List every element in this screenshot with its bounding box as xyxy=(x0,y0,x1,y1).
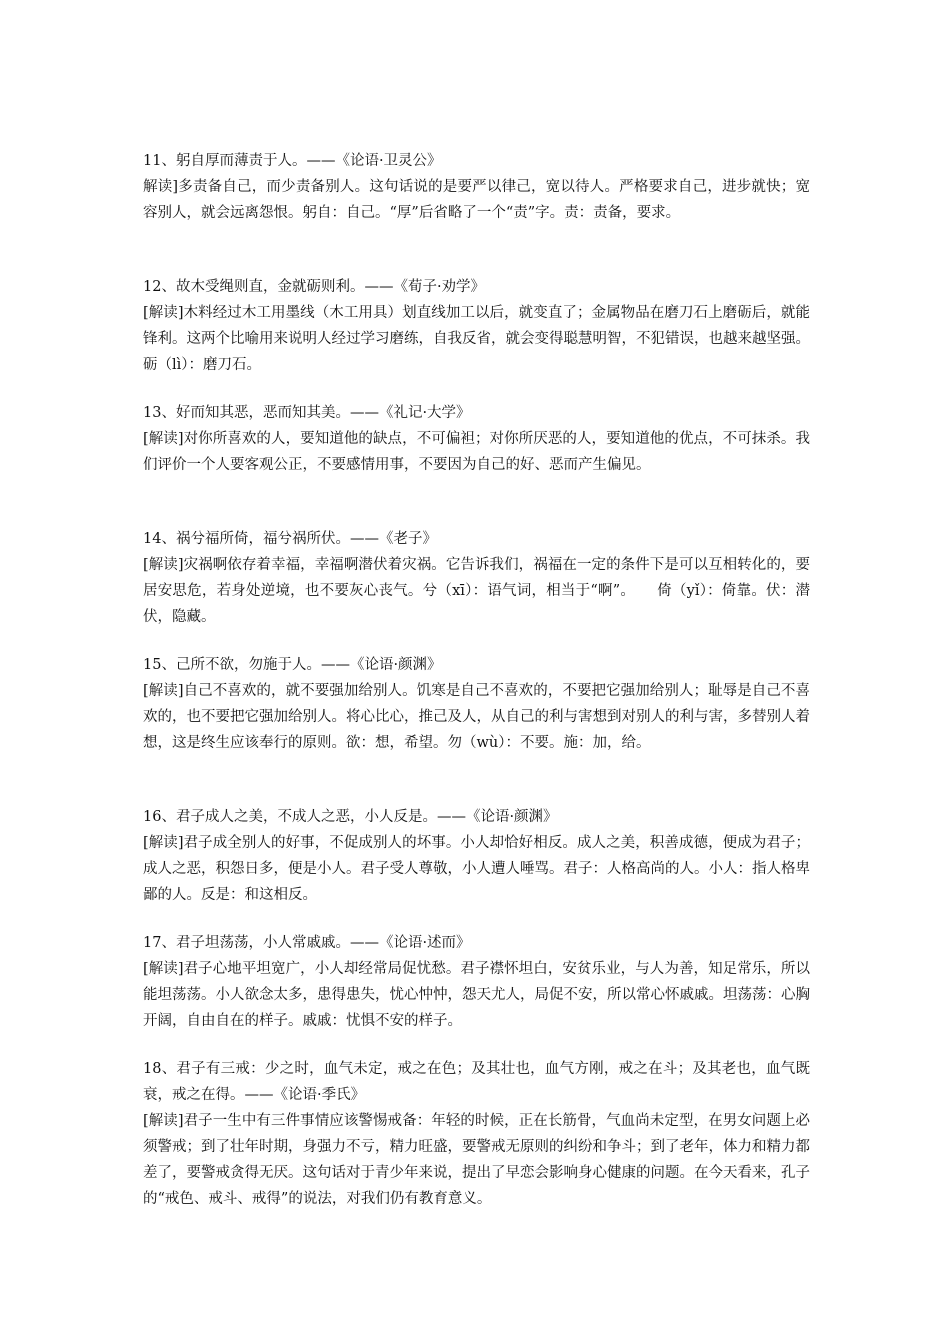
entry-title: 12、故木受绳则直，金就砺则利。——《荀子·劝学》 xyxy=(143,279,486,295)
entry-title: 17、君子坦荡荡，小人常戚戚。——《论语·述而》 xyxy=(143,935,471,951)
entry-12 xyxy=(143,274,810,378)
entry-body: [解读]自己不喜欢的，就不要强加给别人。饥寒是自己不喜欢的，不要把它强加给别人；耻辱是自己不喜欢的，也不要把它强加给别人。将心比心，推己及人，从自己的利与害想到对别人的利与害，多替别人着想，这是终生应该奉行的原则。欲：想，希望。勿（wù）：不要。施：加，给。 xyxy=(143,683,810,751)
entry-body: [解读]木料经过木工用墨线（木工用具）划直线加工以后，就变直了；金属物品在磨刀石上磨砺后，就能锋利。这两个比喻用来说明人经过学习磨练，自我反省，就会变得聪慧明智，不犯错误，也越来越坚强。砺（lì）：磨刀石。 xyxy=(143,305,810,373)
entry-16 xyxy=(143,804,810,908)
entry-14 xyxy=(143,526,810,630)
entry-title: 13、好而知其恶，恶而知其美。——《礼记·大学》 xyxy=(143,405,471,421)
entry-17 xyxy=(143,930,810,1034)
entry-18 xyxy=(143,1056,810,1212)
entry-title: 15、己所不欲，勿施于人。——《论语·颜渊》 xyxy=(143,657,442,673)
entry-title: 11、躬自厚而薄责于人。——《论语·卫灵公》 xyxy=(143,153,442,169)
entry-body: [解读]君子心地平坦宽广，小人却经常局促忧愁。君子襟怀坦白，安贫乐业，与人为善，知足常乐，所以能坦荡荡。小人欲念太多，患得患失，忧心忡忡，怨天尤人，局促不安，所以常心怀戚戚。坦荡荡：心胸开阔，自由自在的样子。戚戚：忧惧不安的样子。 xyxy=(143,961,810,1029)
entry-title: 16、君子成人之美，不成人之恶，小人反是。——《论语·颜渊》 xyxy=(143,809,558,825)
entry-title: 18、君子有三戒：少之时，血气未定，戒之在色；及其壮也，血气方刚，戒之在斗；及其老也，血气既衰，戒之在得。——《论语·季氏》 xyxy=(143,1061,810,1103)
entry-13 xyxy=(143,400,810,478)
entry-15 xyxy=(143,652,810,756)
entry-body: [解读]对你所喜欢的人，要知道他的缺点，不可偏袒；对你所厌恶的人，要知道他的优点，不可抹杀。我们评价一个人要客观公正，不要感情用事，不要因为自己的好、恶而产生偏见。 xyxy=(143,431,810,473)
entry-body: [解读]君子一生中有三件事情应该警惕戒备：年轻的时候，正在长筋骨，气血尚未定型，在男女问题上必须警戒；到了壮年时期，身强力不亏，精力旺盛，要警戒无原则的纠纷和争斗；到了老年，体力和精力都差了，要警戒贪得无厌。这句话对于青少年来说，提出了早恋会影响身心健康的问题。在今天看来，孔子的“戒色、戒斗、戒得”的说法，对我们仍有教育意义。 xyxy=(143,1113,810,1207)
entry-body: [解读]君子成全别人的好事，不促成别人的坏事。小人却恰好相反。成人之美，积善成德，便成为君子；成人之恶，积怨日多，便是小人。君子受人尊敬，小人遭人唾骂。君子：人格高尚的人。小人：指人格卑鄙的人。反是：和这相反。 xyxy=(143,835,810,903)
entry-11 xyxy=(143,148,810,226)
entry-title: 14、祸兮福所倚，福兮祸所伏。——《老子》 xyxy=(143,531,437,547)
entry-body: [解读]灾祸啊依存着幸福，幸福啊潜伏着灾祸。它告诉我们，祸福在一定的条件下是可以互相转化的，要居安思危，若身处逆境，也不要灰心丧气。兮（xī）：语气词，相当于“啊”。 倚（yǐ）：倚靠。伏：潜伏，隐藏。 xyxy=(143,557,810,625)
entry-body: 解读]多责备自己，而少责备别人。这句话说的是要严以律己，宽以待人。严格要求自己，进步就快；宽容别人，就会远离怨恨。躬自：自己。“厚”后省略了一个“责”字。责：责备，要求。 xyxy=(143,179,810,221)
